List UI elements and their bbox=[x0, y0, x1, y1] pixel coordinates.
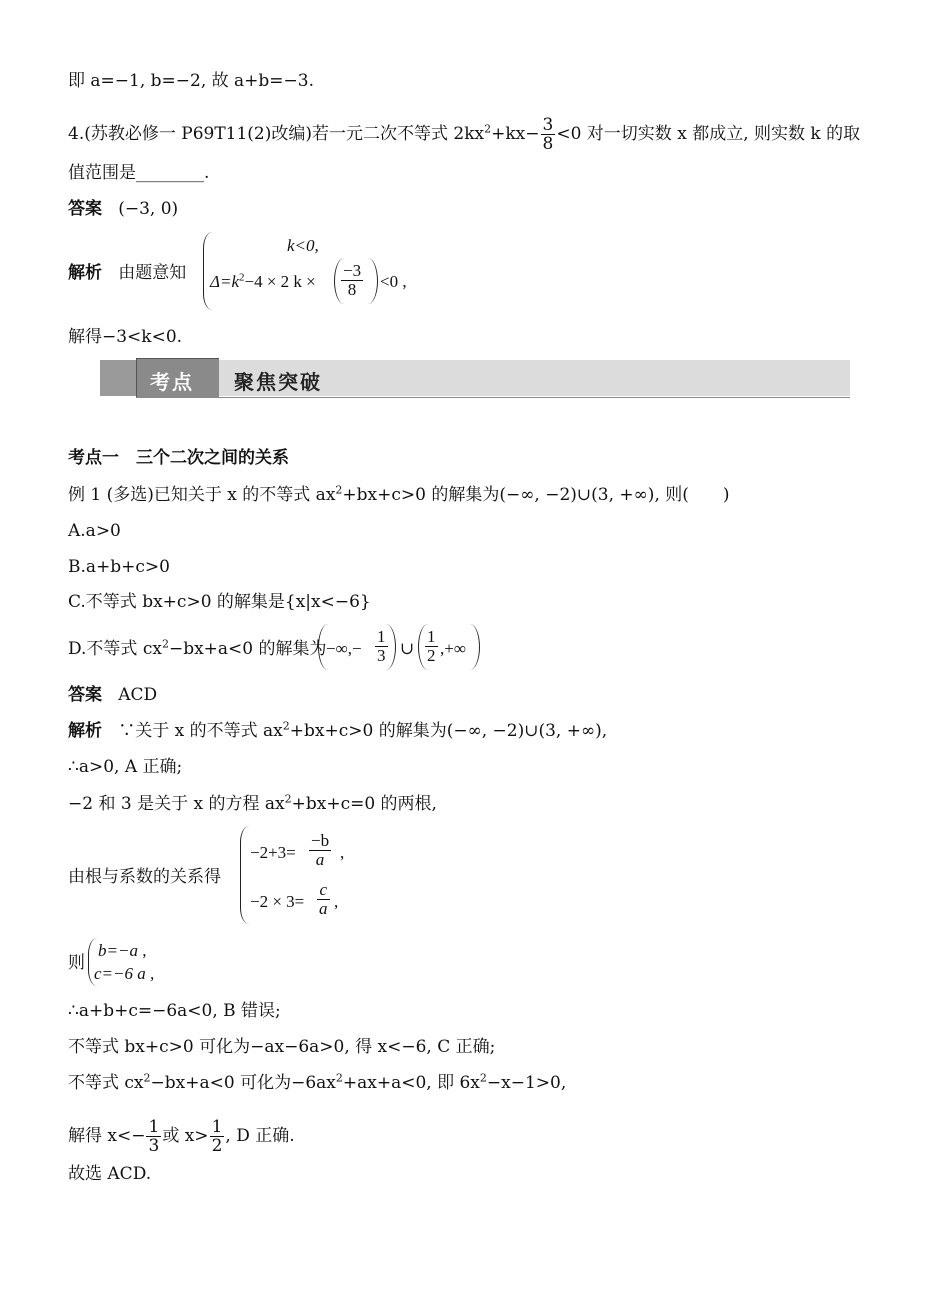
fraction-numerator: −3 bbox=[343, 261, 362, 280]
system-row-text: −2+3= bbox=[250, 843, 296, 862]
fraction-denominator: 8 bbox=[542, 134, 554, 154]
analysis-step: ∴a+b+c=−6a<0, B 错误; bbox=[68, 1001, 281, 1021]
exponent: 2 bbox=[282, 719, 290, 733]
interval-text: ,+∞ bbox=[440, 639, 466, 658]
fraction-denominator: 8 bbox=[347, 280, 357, 299]
analysis-label: 解析 bbox=[68, 263, 102, 283]
answer-value: ACD bbox=[118, 685, 158, 705]
fraction bbox=[541, 116, 556, 153]
answer-label: 答案 bbox=[68, 685, 102, 705]
analysis-step: 则 bbox=[68, 953, 85, 973]
fraction-numerator: 1 bbox=[148, 1117, 160, 1137]
analysis-step: 不等式 bx+c>0 可化为−ax−6a>0, 得 x<−6, C 正确; bbox=[68, 1037, 496, 1057]
exponent: 2 bbox=[479, 1071, 487, 1085]
fraction bbox=[375, 628, 388, 665]
system-row-text: , bbox=[340, 843, 345, 862]
q4-text: <0 对一切实数 x 都成立, 则实数 k 的取 bbox=[556, 124, 861, 144]
interval-text: −∞,− bbox=[326, 639, 362, 658]
fraction bbox=[425, 628, 438, 665]
q4-text: 4.(苏教必修一 P69T11(2)改编)若一元二次不等式 2kx bbox=[68, 124, 485, 144]
analysis-text: , D 正确. bbox=[225, 1126, 295, 1146]
analysis-step bbox=[68, 1118, 295, 1155]
left-brace bbox=[240, 826, 249, 924]
system-row-text: b=−a , bbox=[98, 941, 147, 960]
system-row-2-end: <0 , bbox=[380, 272, 407, 291]
banner-title: 聚焦突破 bbox=[234, 370, 322, 394]
fraction bbox=[210, 1118, 225, 1155]
exponent: 2 bbox=[484, 122, 492, 136]
question-4-continued: 值范围是________. bbox=[68, 163, 210, 183]
example-1 bbox=[68, 484, 730, 506]
analysis-step bbox=[68, 793, 437, 815]
section-banner bbox=[100, 360, 850, 398]
option-d bbox=[68, 638, 327, 660]
analysis-text: +bx+c=0 的两根, bbox=[291, 794, 437, 814]
analysis-line bbox=[68, 262, 186, 284]
fraction bbox=[317, 881, 330, 918]
analysis-text: ∵关于 x 的不等式 ax bbox=[118, 721, 283, 741]
system-row-text: −2 × 3= bbox=[250, 892, 305, 911]
analysis-step bbox=[68, 1072, 566, 1094]
analysis-label: 解析 bbox=[68, 721, 102, 741]
analysis-text: 或 x> bbox=[162, 1126, 209, 1146]
system-row-1 bbox=[287, 235, 319, 257]
option-b: B.a+b+c>0 bbox=[68, 557, 170, 577]
option-text: −bx+a<0 的解集为 bbox=[168, 639, 327, 659]
q4-text: +kx− bbox=[491, 124, 540, 144]
analysis-text: −2 和 3 是关于 x 的方程 ax bbox=[68, 794, 285, 814]
analysis-conclusion: 故选 ACD. bbox=[68, 1164, 152, 1184]
fraction-denominator: 3 bbox=[148, 1136, 160, 1156]
system-row-text: k<0, bbox=[287, 236, 319, 255]
fraction-denominator: 3 bbox=[377, 646, 386, 665]
section-title: 考点一 三个二次之间的关系 bbox=[68, 448, 289, 468]
fraction bbox=[146, 1118, 161, 1155]
exponent: 2 bbox=[335, 483, 343, 497]
analysis-text: −bx+a<0 可化为−6ax bbox=[150, 1073, 336, 1093]
analysis-text: 解得 x<− bbox=[68, 1126, 146, 1146]
system-row-2 bbox=[210, 271, 316, 293]
system-row-text: c=−6 a , bbox=[94, 964, 155, 983]
analysis-step: ∴a>0, A 正确; bbox=[68, 757, 183, 777]
system-row-text: −4 × 2 k × bbox=[244, 272, 316, 291]
banner-left-bar bbox=[100, 360, 136, 396]
system-row-text bbox=[98, 940, 146, 962]
answer-label: 答案 bbox=[68, 199, 102, 219]
fraction bbox=[309, 832, 331, 869]
exponent: 2 bbox=[284, 792, 292, 806]
exponent: 2 bbox=[161, 637, 169, 651]
example-text: +bx+c>0 的解集为(−∞, −2)∪(3, +∞), 则( ) bbox=[342, 485, 730, 505]
analysis-text: +bx+c>0 的解集为(−∞, −2)∪(3, +∞), bbox=[289, 721, 608, 741]
fraction-denominator: a bbox=[319, 899, 328, 918]
fraction-denominator: 2 bbox=[211, 1136, 223, 1156]
text-line: 即 a=−1, b=−2, 故 a+b=−3. bbox=[68, 71, 315, 91]
analysis-text: 不等式 cx bbox=[68, 1073, 144, 1093]
answer-value: (−3, 0) bbox=[118, 199, 179, 219]
banner-underline bbox=[136, 397, 850, 398]
option-a: A.a>0 bbox=[68, 521, 121, 541]
question-4 bbox=[68, 116, 860, 153]
fraction bbox=[341, 262, 363, 299]
analysis-line bbox=[68, 720, 607, 742]
solve-line: 解得−3<k<0. bbox=[68, 327, 183, 347]
system-row-text: Δ=k bbox=[210, 272, 239, 291]
system-row-text: , bbox=[334, 892, 339, 911]
fraction-numerator: c bbox=[317, 881, 330, 900]
analysis-text: +ax+a<0, 即 6x bbox=[342, 1073, 480, 1093]
example-text: 例 1 (多选)已知关于 x 的不等式 ax bbox=[68, 485, 336, 505]
fraction-numerator: 1 bbox=[377, 627, 386, 646]
option-c: C.不等式 bx+c>0 的解集是{x|x<−6} bbox=[68, 592, 371, 612]
fraction-denominator: a bbox=[315, 850, 325, 869]
fraction-denominator: 2 bbox=[427, 646, 436, 665]
answer-line bbox=[68, 684, 157, 706]
system-row-text bbox=[94, 963, 154, 985]
fraction-numerator: 1 bbox=[427, 627, 436, 646]
fraction-numerator: −b bbox=[311, 831, 330, 850]
exponent: 2 bbox=[239, 271, 245, 284]
fraction-numerator: 3 bbox=[542, 115, 554, 135]
analysis-text: −x−1>0, bbox=[486, 1073, 567, 1093]
answer-line bbox=[68, 198, 178, 220]
analysis-step: 由根与系数的关系得 bbox=[68, 867, 221, 887]
exponent: 2 bbox=[335, 1071, 343, 1085]
fraction-numerator: 1 bbox=[211, 1117, 223, 1137]
option-text: D.不等式 cx bbox=[68, 639, 162, 659]
banner-tab-label: 考点 bbox=[150, 370, 194, 394]
analysis-intro: 由题意知 bbox=[118, 263, 187, 283]
union-symbol: ∪ bbox=[400, 639, 415, 658]
exponent: 2 bbox=[143, 1071, 151, 1085]
